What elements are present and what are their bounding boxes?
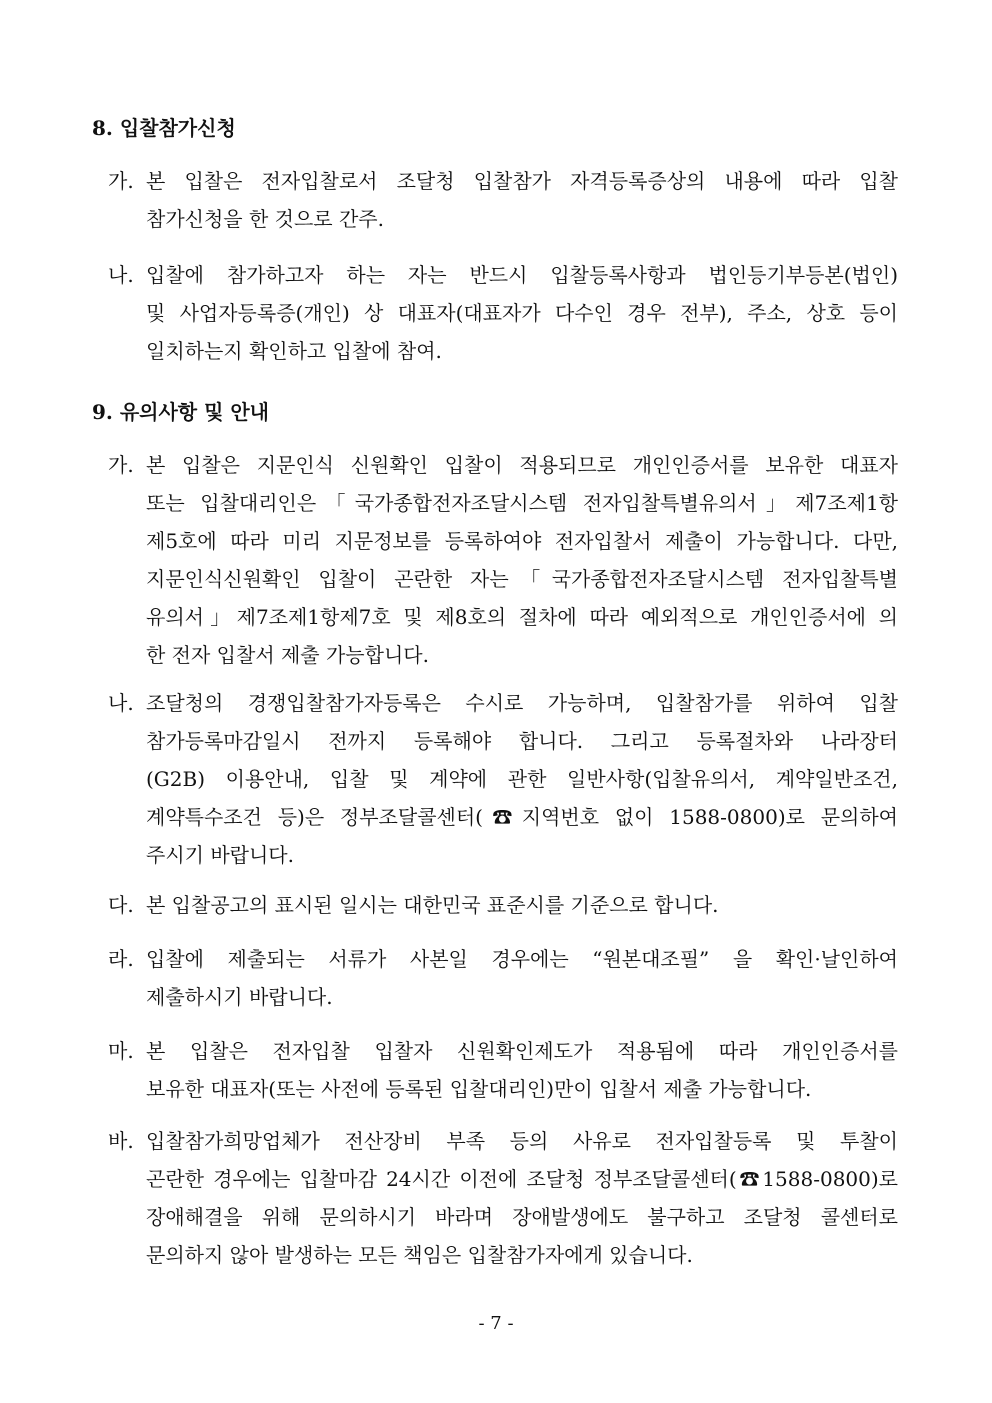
text-line: 및 사업자등록증(개인) 상 대표자(대표자가 다수인 경우 전부), 주소, 상호 등이: [146, 301, 898, 325]
text-line: 보유한 대표자(또는 사전에 등록된 입찰대리인)만이 입찰서 제출 가능합니다.: [146, 1077, 812, 1101]
text-line: 참가신청을 한 것으로 간주.: [146, 207, 384, 231]
page-number: - 7 -: [478, 1313, 514, 1334]
item-marker: 마.: [108, 1039, 134, 1063]
text-line: 곤란한 경우에는 입찰마감 24시간 이전에 조달청 정부조달콜센터(☎1588-0800)로: [146, 1167, 898, 1191]
section-heading-9: 9. 유의사항 및 안내: [92, 400, 270, 424]
text-line: 본 입찰은 전자입찰 입찰자 신원확인제도가 적용됨에 따라 개인인증서를: [146, 1039, 898, 1063]
text-line: 또는 입찰대리인은「국가종합전자조달시스템 전자입찰특별유의서」제7조제1항: [146, 491, 898, 515]
list-item-9-na: [108, 684, 898, 874]
list-item-9-ba: [108, 1122, 898, 1274]
text-line: 계약특수조건 등)은 정부조달콜센터(☎지역번호 없이 1588-0800)로 문의하여: [146, 805, 898, 829]
text-line: 입찰에 제출되는 서류가 사본일 경우에는 “원본대조필” 을 확인·날인하여: [146, 947, 898, 971]
text-line: (G2B) 이용안내, 입찰 및 계약에 관한 일반사항(입찰유의서, 계약일반조건,: [146, 767, 898, 791]
text-line: 본 입찰은 지문인식 신원확인 입찰이 적용되므로 개인인증서를 보유한 대표자: [146, 453, 898, 477]
item-marker: 다.: [108, 893, 134, 917]
list-item-9-ga: [108, 446, 898, 674]
list-item-9-ra: [108, 940, 898, 1016]
text-line: 지문인식신원확인 입찰이 곤란한 자는「국가종합전자조달시스템 전자입찰특별: [146, 567, 898, 591]
list-item-9-ma: [108, 1032, 898, 1108]
item-text: [146, 886, 898, 924]
text-line: 입찰에 참가하고자 하는 자는 반드시 입찰등록사항과 법인등기부등본(법인): [146, 263, 898, 287]
text-line: 본 입찰공고의 표시된 일시는 대한민국 표준시를 기준으로 합니다.: [146, 893, 719, 917]
item-marker: 라.: [108, 947, 134, 971]
item-text: [146, 162, 898, 238]
text-line: 입찰참가희망업체가 전산장비 부족 등의 사유로 전자입찰등록 및 투찰이: [146, 1129, 898, 1153]
text-line: 주시기 바랍니다.: [146, 843, 294, 867]
item-marker: 나.: [108, 263, 134, 287]
text-line: 문의하지 않아 발생하는 모든 책임은 입찰참가자에게 있습니다.: [146, 1243, 693, 1267]
text-line: 일치하는지 확인하고 입찰에 참여.: [146, 339, 442, 363]
text-line: 장애해결을 위해 문의하시기 바라며 장애발생에도 불구하고 조달청 콜센터로: [146, 1205, 898, 1229]
text-line: 한 전자 입찰서 제출 가능합니다.: [146, 643, 429, 667]
text-line: 유의서」제7조제1항제7호 및 제8호의 절차에 따라 예외적으로 개인인증서에 의: [146, 605, 898, 629]
item-text: [146, 684, 898, 874]
item-marker: 바.: [108, 1129, 134, 1153]
item-text: [146, 1032, 898, 1108]
text-line: 본 입찰은 전자입찰로서 조달청 입찰참가 자격등록증상의 내용에 따라 입찰: [146, 169, 898, 193]
text-line: 제출하시기 바랍니다.: [146, 985, 333, 1009]
section-heading-8: 8. 입찰참가신청: [92, 116, 236, 140]
item-text: [146, 446, 898, 674]
item-marker: 나.: [108, 691, 134, 715]
list-item-8-na: [108, 256, 898, 370]
text-line: 참가등록마감일시 전까지 등록해야 합니다. 그리고 등록절차와 나라장터: [146, 729, 898, 753]
item-text: [146, 940, 898, 1016]
item-text: [146, 256, 898, 370]
item-text: [146, 1122, 898, 1274]
list-item-8-ga: [108, 162, 898, 238]
item-marker: 가.: [108, 169, 134, 193]
text-line: 조달청의 경쟁입찰참가자등록은 수시로 가능하며, 입찰참가를 위하여 입찰: [146, 691, 898, 715]
item-marker: 가.: [108, 453, 134, 477]
list-item-9-da: [108, 886, 898, 924]
text-line: 제5호에 따라 미리 지문정보를 등록하여야 전자입찰서 제출이 가능합니다. 다만,: [146, 529, 898, 553]
